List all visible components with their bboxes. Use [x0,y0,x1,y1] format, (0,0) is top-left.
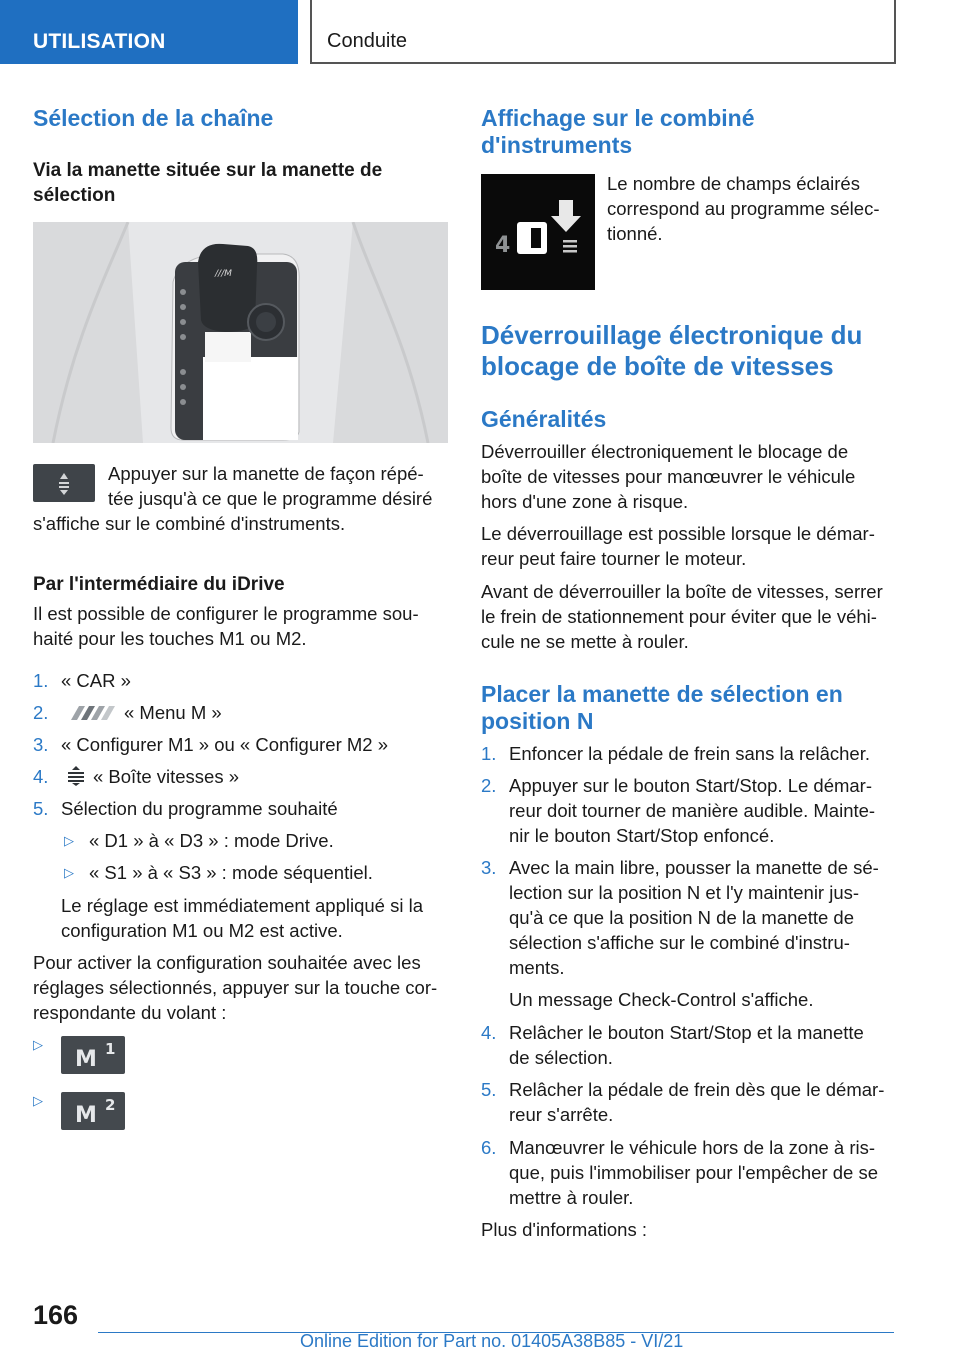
chapter-title: Conduite [327,30,408,52]
gearbox-icon [65,766,87,786]
step-text: « Boîte vitesses » [93,766,240,787]
step-number: 5. [481,1079,497,1100]
svg-text:M: M [75,1103,97,1128]
general-p1-l3: hors d'une zone à risque. [481,491,689,512]
display-text-l1: Le nombre de champs éclairés [607,173,860,194]
step-text: mettre à rouler. [509,1187,634,1208]
step-text: Manœuvrer le véhicule hors de la zone à ris- [509,1137,876,1158]
bullet-icon: ▷ [64,865,74,880]
section-heading-chain: Sélection de la chaîne [33,105,274,131]
note-line-3: s'affiche sur le combiné d'instruments. [33,513,346,534]
step-text: « Configurer M1 » ou « Configurer M2 » [61,734,389,755]
step-number: 4. [481,1022,497,1043]
gear-number-text: 4 [495,233,511,258]
subheading-selector-l2: sélection [33,185,116,206]
svg-text:1: 1 [105,1040,116,1058]
bullet-icon: ▷ [33,1037,43,1052]
general-p1-l1: Déverrouiller électroniquement le blocage de [481,441,849,462]
general-p3-l3: cule ne se mette à rouler. [481,631,689,652]
bullet-icon: ▷ [64,833,74,848]
display-text-l3: tionné. [607,223,663,244]
general-p2-l1: Le déverrouillage est possible lorsque le démar- [481,523,875,544]
more-info-text: Plus d'informations : [481,1219,647,1240]
section-heading-display-l2: d'instruments [481,132,633,158]
activate-l1: Pour activer la configuration souhaitée avec les [33,952,421,973]
bullet-text: « S1 » à « S3 » : mode séquentiel. [89,862,373,883]
activate-l2: réglages sélectionnés, appuyer sur la touche cor- [33,977,438,998]
step-text: Appuyer sur le bouton Start/Stop. Le démar- [509,775,873,796]
edition-text: Online Edition for Part no. 01405A38B85 - VI/21 [300,1331,684,1351]
subheading-selector-l1: Via la manette située sur la manette de [33,160,383,181]
step-number: 4. [33,766,49,787]
svg-text:2: 2 [105,1096,116,1114]
instrument-display-image [481,174,595,290]
step-text: de sélection. [509,1047,613,1068]
svg-text:///M: ///M [215,269,232,279]
step-text: « CAR » [61,670,131,691]
step-number: 1. [481,743,497,764]
console-photo [33,222,448,443]
step-text: Avec la main libre, pousser la manette de sé- [509,857,879,878]
step-text: sélection s'affiche sur le combiné d'instru- [509,932,850,953]
step-text: Relâcher la pédale de frein dès que le démar- [509,1079,885,1100]
chapter-tab [310,0,896,64]
step-number: 2. [481,775,497,796]
idrive-text-l1: Il est possible de configurer le programme sou- [33,603,419,624]
idrive-text-l2: haité pour les touches M1 ou M2. [33,628,307,649]
general-p3-l1: Avant de déverrouiller la boîte de vitesses, serrer [481,581,883,602]
step-number: 3. [481,857,497,878]
m-menu-icon [63,704,117,722]
step-number: 6. [481,1137,497,1158]
m2-button-icon [61,1092,125,1130]
step-text: nir le bouton Start/Stop enfoncé. [509,825,775,846]
step-note: Un message Check-Control s'affiche. [509,989,814,1010]
step-text: lection sur la position N et l'y maintenir jus- [509,882,860,903]
section-heading-display-l1: Affichage sur le combiné [481,105,755,131]
general-p2-l2: reur peut faire tourner le moteur. [481,548,747,569]
step-text: qu'à ce que la position N de la manette de [509,907,854,928]
general-p1-l2: boîte de vitesses pour manœuvrer le véhicule [481,466,856,487]
step-text: reur doit tourner de manière audible. Mainte- [509,800,876,821]
step-number: 1. [33,670,49,691]
step-text: Sélection du programme souhaité [61,798,338,819]
m1-button-icon [61,1036,125,1074]
step-text: Enfoncer la pédale de frein sans la relâcher. [509,743,870,764]
main-heading-l1: Déverrouillage électronique du [481,320,863,350]
step-text: « Menu M » [124,702,222,723]
general-heading: Généralités [481,406,607,432]
display-text-l2: correspond au programme sélec- [607,198,880,219]
note-line-2: tée jusqu'à ce que le programme désiré [108,488,433,509]
section-tab [0,0,298,64]
step-number: 5. [33,798,49,819]
applied-l2: configuration M1 ou M2 est active. [61,920,343,941]
applied-l1: Le réglage est immédiatement appliqué si la [61,895,423,916]
step-text: que, puis l'immobiliser pour l'empêcher de se [509,1162,879,1183]
place-heading-l2: position N [481,708,594,734]
step-text: Relâcher le bouton Start/Stop et la manette [509,1022,864,1043]
section-title: UTILISATION [33,30,166,53]
svg-text:M: M [75,1047,97,1072]
main-heading-l2: blocage de boîte de vitesses [481,351,834,381]
page-number: 166 [33,1300,79,1330]
note-line-1: Appuyer sur la manette de façon répé- [108,463,424,484]
step-number: 3. [33,734,49,755]
general-p3-l2: le frein de stationnement pour éviter que le véhi- [481,606,877,627]
subheading-idrive: Par l'intermédiaire du iDrive [33,574,285,595]
gear-paddle-icon [33,464,95,502]
bullet-text: « D1 » à « D3 » : mode Drive. [89,830,334,851]
place-heading-l1: Placer la manette de sélection en [481,681,843,707]
step-number: 2. [33,702,49,723]
step-text: reur s'arrête. [509,1104,614,1125]
bullet-icon: ▷ [33,1093,43,1108]
step-text: ments. [509,957,565,978]
activate-l3: respondante du volant : [33,1002,227,1023]
